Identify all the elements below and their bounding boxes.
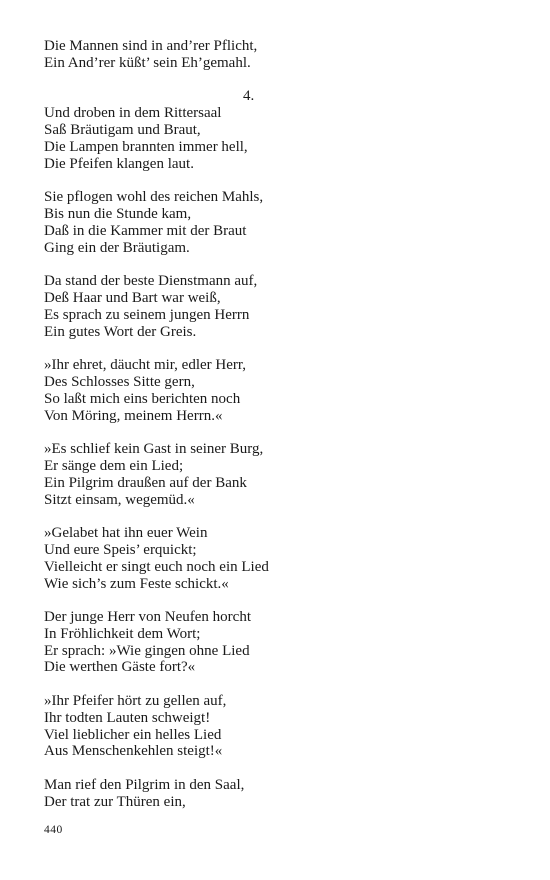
verse-line: Sitzt einsam, wegemüd.« bbox=[44, 491, 195, 508]
verse-line: Die werthen Gäste fort?« bbox=[44, 659, 196, 676]
stanza bbox=[44, 777, 514, 811]
verse-line: Er sprach: »Wie gingen ohne Lied bbox=[44, 642, 250, 659]
stanza bbox=[44, 441, 514, 508]
verse-line: Viel lieblicher ein helles Lied bbox=[44, 726, 222, 743]
stanza-gap bbox=[44, 172, 514, 189]
verse-line: Deß Haar und Bart war weiß, bbox=[44, 289, 221, 306]
stanza bbox=[44, 38, 514, 72]
verse-line: Ein gutes Wort der Greis. bbox=[44, 323, 197, 340]
poem-page bbox=[44, 38, 514, 811]
verse-line: Saß Bräutigam und Braut, bbox=[44, 121, 201, 138]
verse-line: Da stand der beste Dienstmann auf, bbox=[44, 273, 258, 290]
verse-line: Ein And’rer küßt’ sein Eh’gemahl. bbox=[44, 54, 251, 71]
verse-line: Es sprach zu seinem jungen Herrn bbox=[44, 306, 250, 323]
page-number: 440 bbox=[44, 824, 63, 836]
verse-line: Die Pfeifen klangen laut. bbox=[44, 155, 194, 172]
stanza-gap bbox=[44, 760, 514, 777]
verse-line: »Ihr Pfeifer hört zu gellen auf, bbox=[44, 693, 227, 710]
verse-line: Man rief den Pilgrim in den Saal, bbox=[44, 777, 245, 794]
verse-line: Und eure Speis’ erquickt; bbox=[44, 541, 197, 558]
stanza bbox=[44, 357, 514, 424]
verse-line: Ein Pilgrim draußen auf der Bank bbox=[44, 474, 247, 491]
verse-line: So laßt mich eins berichten noch bbox=[44, 390, 241, 407]
verse-line: Wie sich’s zum Feste schickt.« bbox=[44, 575, 229, 592]
section-number: 4. bbox=[243, 88, 255, 105]
verse-line: Er sänge dem ein Lied; bbox=[44, 457, 184, 474]
verse-line: Sie pflogen wohl des reichen Mahls, bbox=[44, 189, 264, 206]
verse-line: Von Möring, meinem Herrn.« bbox=[44, 407, 223, 424]
stanza-gap bbox=[44, 508, 514, 525]
verse-line: Ihr todten Lauten schweigt! bbox=[44, 709, 211, 726]
stanza-gap bbox=[44, 592, 514, 609]
verse-line: Die Mannen sind in and’rer Pflicht, bbox=[44, 38, 258, 54]
stanza-gap bbox=[44, 424, 514, 441]
verse-line: Vielleicht er singt euch noch ein Lied bbox=[44, 558, 269, 575]
verse-line: Des Schlosses Sitte gern, bbox=[44, 373, 195, 390]
stanza bbox=[44, 273, 514, 340]
stanza bbox=[44, 88, 514, 172]
stanza bbox=[44, 693, 514, 760]
verse-line: »Gelabet hat ihn euer Wein bbox=[44, 525, 208, 542]
verse-line: Die Lampen brannten immer hell, bbox=[44, 138, 248, 155]
verse-line: Ging ein der Bräutigam. bbox=[44, 239, 190, 256]
stanza bbox=[44, 609, 514, 676]
verse-line: In Fröhlichkeit dem Wort; bbox=[44, 625, 201, 642]
verse-line: Der trat zur Thüren ein, bbox=[44, 793, 186, 810]
stanza bbox=[44, 525, 514, 592]
verse-line: Daß in die Kammer mit der Braut bbox=[44, 222, 247, 239]
verse-line: Bis nun die Stunde kam, bbox=[44, 205, 192, 222]
stanza-gap bbox=[44, 340, 514, 357]
stanza-gap bbox=[44, 676, 514, 693]
stanza bbox=[44, 189, 514, 256]
stanza-gap bbox=[44, 72, 514, 89]
verse-line: »Es schlief kein Gast in seiner Burg, bbox=[44, 441, 264, 458]
verse-line: »Ihr ehret, däucht mir, edler Herr, bbox=[44, 357, 247, 374]
verse-line: Aus Menschenkehlen steigt!« bbox=[44, 743, 223, 760]
verse-line: Und droben in dem Rittersaal bbox=[44, 105, 222, 122]
verse-line: Der junge Herr von Neufen horcht bbox=[44, 609, 252, 626]
stanza-gap bbox=[44, 256, 514, 273]
